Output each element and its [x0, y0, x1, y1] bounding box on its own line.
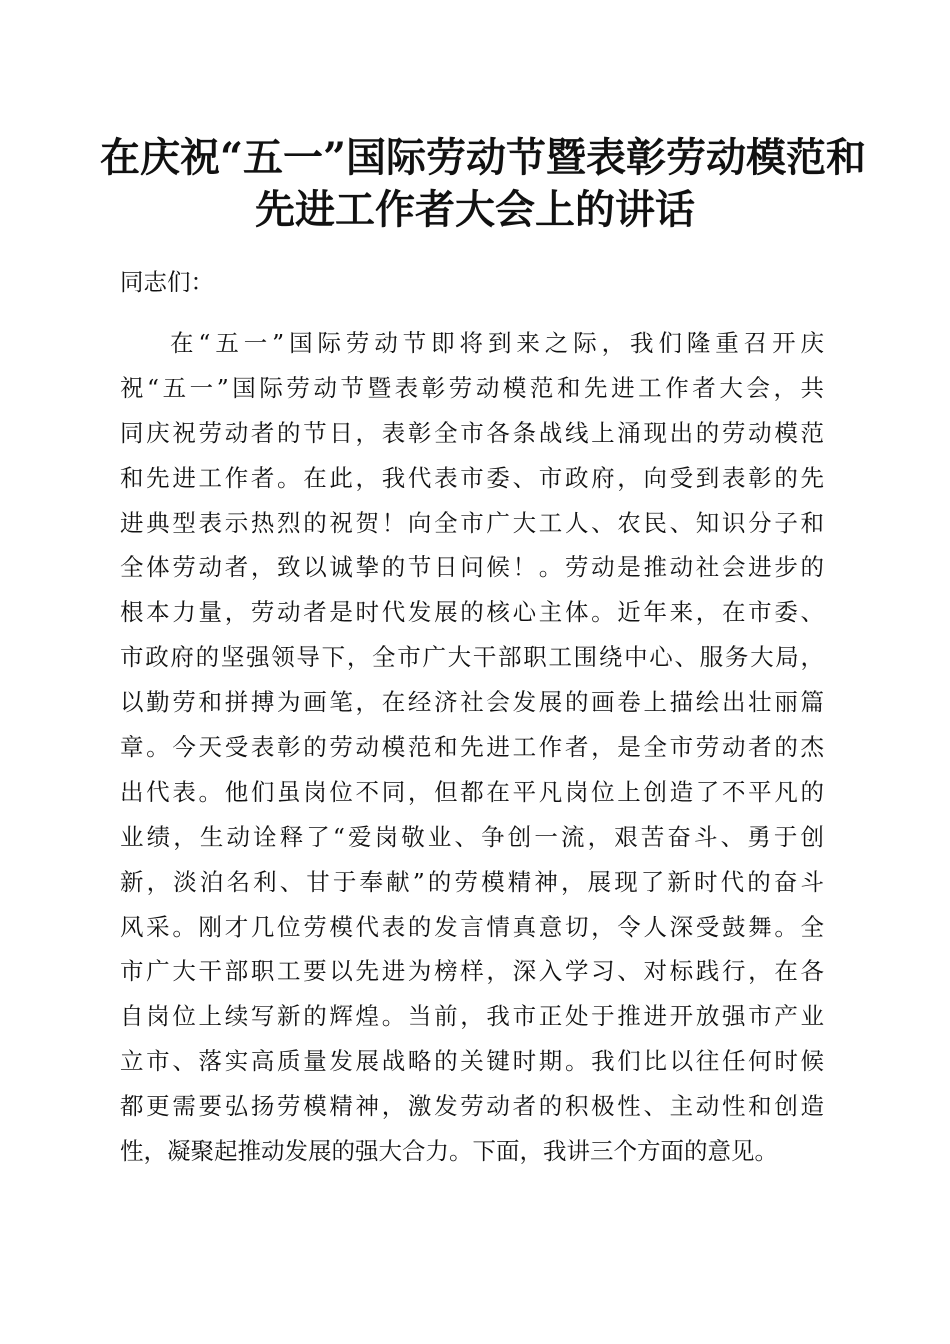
title-line-1: 在庆祝“五一”国际劳动节暨表彰劳动模范和 — [100, 134, 867, 181]
page-title — [100, 132, 867, 236]
paragraph-line: 立市、落实高质量发展战略的关键时期。我们比以往任何时候 — [120, 1047, 824, 1076]
paragraph-line: 进典型表示热烈的祝贺！向全市广大工人、农民、知识分子和 — [120, 508, 824, 537]
paragraph-line: 根本力量，劳动者是时代发展的核心主体。近年来，在市委、 — [120, 598, 824, 627]
paragraph-line: 祝“五一”国际劳动节暨表彰劳动模范和先进工作者大会，共 — [120, 373, 824, 402]
paragraph-line: 同庆祝劳动者的节日，表彰全市各条战线上涌现出的劳动模范 — [120, 418, 824, 447]
paragraph-line: 性，凝聚起推动发展的强大合力。下面，我讲三个方面的意见。 — [120, 1137, 778, 1166]
paragraph-line: 以勤劳和拼搏为画笔，在经济社会发展的画卷上描绘出壮丽篇 — [120, 688, 824, 717]
paragraph-line: 市广大干部职工要以先进为榜样，深入学习、对标践行，在各 — [120, 957, 824, 986]
paragraph-line: 新，淡泊名利、甘于奉献”的劳模精神，展现了新时代的奋斗 — [120, 867, 824, 896]
salutation: 同志们： — [120, 268, 214, 296]
paragraph-line: 都更需要弘扬劳模精神，激发劳动者的积极性、主动性和创造 — [120, 1092, 824, 1121]
paragraph-line: 风采。刚才几位劳模代表的发言情真意切，令人深受鼓舞。全 — [120, 912, 824, 941]
paragraph-line: 自岗位上续写新的辉煌。当前，我市正处于推进开放强市产业 — [120, 1002, 824, 1031]
paragraph-line: 全体劳动者，致以诚挚的节日问候！。劳动是推动社会进步的 — [120, 553, 824, 582]
paragraph-line: 出代表。他们虽岗位不同，但都在平凡岗位上创造了不平凡的 — [120, 777, 824, 806]
paragraph-line: 和先进工作者。在此，我代表市委、市政府，向受到表彰的先 — [120, 463, 824, 492]
paragraph-line: 市政府的坚强领导下，全市广大干部职工围绕中心、服务大局， — [120, 643, 824, 672]
paragraph-line: 章。今天受表彰的劳动模范和先进工作者，是全市劳动者的杰 — [120, 733, 824, 762]
title-line-2: 先进工作者大会上的讲话 — [255, 186, 695, 233]
paragraph-line: 业绩，生动诠释了“爱岗敬业、争创一流，艰苦奋斗、勇于创 — [120, 822, 824, 851]
body-paragraph — [120, 321, 824, 1174]
paragraph-line: 在“五一”国际劳动节即将到来之际，我们隆重召开庆 — [170, 329, 824, 357]
